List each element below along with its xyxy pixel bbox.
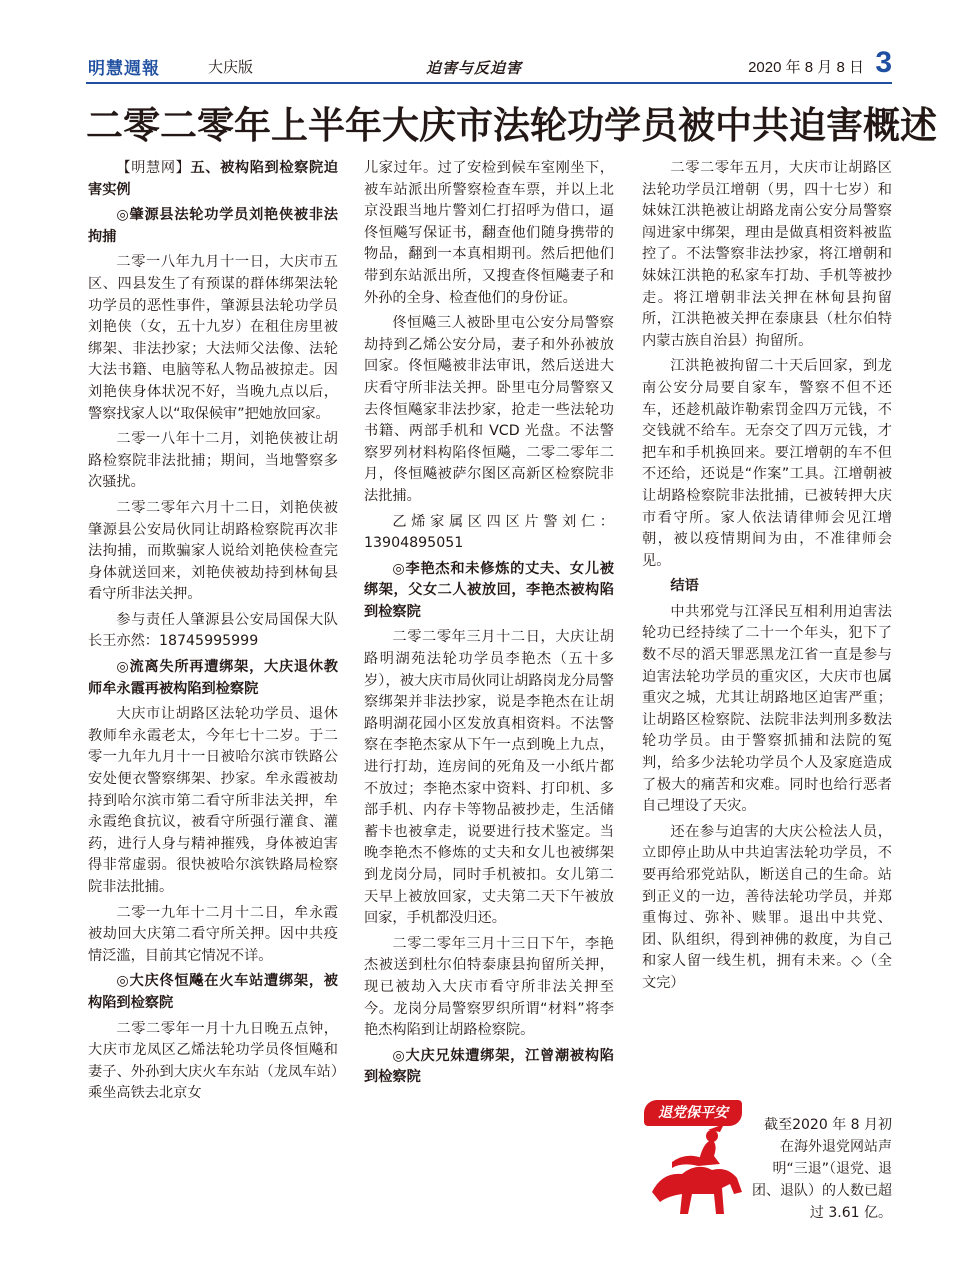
header-rule xyxy=(86,82,892,84)
subheading: ◎大庆佟恒飚在火车站遭绑架，被构陷到检察院 xyxy=(88,973,338,1011)
paragraph: 二零二零年一月十九日晚五点钟，大庆市龙凤区乙烯法轮功学员佟恒飚和妻子、外孙到大庆火车东站（龙凤车站）乘坐高铁去北京女 xyxy=(88,1020,338,1102)
paragraph: 二零一九年十二月十二日，牟永霞被劫回大庆第二看守所关押。因中共疫情泛滥，目前其它情况不详。 xyxy=(88,904,338,964)
subheading: ◎肇源县法轮功学员刘艳侠被非法拘捕 xyxy=(88,207,338,245)
page-headline: 二零二零年上半年大庆市法轮功学员被中共迫害概述 xyxy=(86,104,937,147)
subheading: 结语 xyxy=(670,578,699,595)
paragraph: 二零二零年三月十二日，大庆让胡路明湖苑法轮功学员李艳杰（五十多岁），被大庆市局伙同让胡路岗龙分局警察绑架并非法抄家，说是李艳杰在让胡路明湖花园小区发放真相资料。不法警察在李艳杰家从下午一点到晚上九点，进行打劫，连房间的死角及一小纸片都不放过；李艳杰家中资料、打印机、多部手机、内存卡等物品被抄走，生活储蓄卡也被拿走，说要进行技术鉴定。当晚李艳杰不修炼的丈夫和女儿也被绑架到龙岗分局，同时手机被扣。女儿第二天早上被放回家，丈夫第二天下午被放回家，手机都没归还。 xyxy=(364,629,614,927)
subheading: ◎流离失所再遭绑架，大庆退休教师牟永霞再被构陷到检察院 xyxy=(88,659,338,697)
subheading: ◎大庆兄妹遭绑架，江曾潮被构陷到检察院 xyxy=(364,1047,614,1086)
promo-badge: 退党保平安 xyxy=(644,1100,742,1126)
paragraph: 还在参与迫害的大庆公检法人员，立即停止助从中共迫害法轮功学员，不要再给邪党站队，断送自己的生命。站到正义的一边，善待法轮功学员，并郑重悔过、弥补、赎罪。退出中共党、团、队组织，得到神佛的救度，为自己和家人留一线生机，拥有未来。◇（全文完） xyxy=(642,823,892,991)
issue-date: 2020 年 8 月 8 日 xyxy=(748,59,864,76)
paragraph-continued: 儿家过年。过了安检到候车室刚坐下，被车站派出所警察检查车票，并以上北京没跟当地片警刘仁打招呼为借口，逼佟恒飚写保证书，翻查他们随身携带的物品，翻到一本真相期刊。然后把他们带到东站派出所，又搜查佟恒飚妻子和外孙的全身、检查他们的身份证。 xyxy=(364,160,614,306)
paragraph: 二零二零年五月，大庆市让胡路区法轮功学员江增朝（男，四十七岁）和妹妹江洪艳被让胡路龙南公安分局警察闯进家中绑架，理由是做真相资料被监控了。不法警察非法抄家，将江增朝和妹妹江洪艳的私家车打劫、手机等被抄走。将江增朝非法关押在林甸县拘留所，江洪艳被关押在泰康县（杜尔伯特内蒙古族自治县）拘留所。 xyxy=(642,160,892,349)
section-heading: 五、被构陷到检察院迫害实例 xyxy=(88,160,338,198)
subheading: ◎李艳杰和未修炼的丈夫、女儿被绑架，父女二人被放回，李艳杰被构陷到检察院 xyxy=(364,560,614,620)
edition-label: 大庆版 xyxy=(208,58,254,76)
horse-rider-icon xyxy=(642,1122,766,1222)
paragraph: 二零二零年六月十二日，刘艳侠被肇源县公安局伙同让胡路检察院再次非法拘捕，而欺骗家人说给刘艳侠检查完身体就送回来，刘艳侠被劫持到林甸县看守所非法关押。 xyxy=(88,499,338,603)
quit-party-promo xyxy=(640,1100,892,1220)
promo-text: 截至2020 年 8 月初在海外退党网站声明“三退”（退党、退团、退队）的人数已超过 3.61 亿。 xyxy=(752,1117,892,1221)
article-column-1 xyxy=(88,158,338,1109)
paragraph: 江洪艳被拘留二十天后回家，到龙南公安分局要自家车，警察不但不还车，还趁机敲诈勒索罚金四万元钱，不交钱就不给车。无奈交了四万元钱，才把车和手机换回来。要江增朝的车不但不还给，还说是“作案”工具。江增朝被让胡路检察院非法批捕，已被转押大庆市看守所。家人依法请律师会见江增朝，被以疫情期间为由，不准律师会见。 xyxy=(642,358,892,569)
source-tag: 【明慧网】 xyxy=(116,160,191,176)
paragraph: 乙烯家属区四区片警刘仁：13904895051 xyxy=(364,513,614,552)
masthead: 明慧週報 xyxy=(88,59,160,79)
paragraph: 参与责任人肇源县公安局国保大队长王亦然：18745995999 xyxy=(88,611,338,650)
article-column-3 xyxy=(642,158,892,999)
page-number: 3 xyxy=(875,46,892,79)
section-title: 迫害与反迫害 xyxy=(426,59,523,77)
paragraph: 大庆市让胡路区法轮功学员、退休教师牟永霞老太，今年七十二岁。于二零一九年九月十一日被哈尔滨市铁路公安处便衣警察绑架、抄家。牟永霞被劫持到哈尔滨市第二看守所非法关押，牟永霞绝食抗议，被看守所强行灌食、灌药，进行人身与精神摧残，身体被迫害得非常虚弱。很快被哈尔滨铁路局检察院非法批捕。 xyxy=(88,706,338,895)
paragraph: 二零一八年九月十一日，大庆市五区、四县发生了有预谋的群体绑架法轮功学员的恶性事件，肇源县法轮功学员刘艳侠（女，五十九岁）在租住房里被绑架、非法抄家；大法师父法像、法轮大法书籍、电脑等私人物品被掠走。因刘艳侠身体状况不好，当晚九点以后，警察找家人以“取保候审”把她放回家。 xyxy=(88,254,338,422)
paragraph: 中共邪党与江泽民互相利用迫害法轮功已经持续了二十一个年头，犯下了数不尽的滔天罪恶黑龙江省一直是参与迫害法轮功学员的重灾区，大庆市也属重灾之城，尤其让胡路地区迫害严重；让胡路区检察院、法院非法判刑多数法轮功学员。由于警察抓捕和法院的冤判，给多少法轮功学员个人及家庭造成了极大的痛苦和灾难。同时也给行恶者自己埋设了天灾。 xyxy=(642,603,892,815)
article-lead xyxy=(88,158,338,201)
article-column-2 xyxy=(364,158,614,1093)
page-header xyxy=(86,46,892,84)
paragraph: 佟恒飚三人被卧里屯公安分局警察劫持到乙烯公安分局，妻子和外孙被放回家。佟恒飚被非法审讯，然后送进大庆看守所非法关押。卧里屯分局警察又去佟恒飚家非法抄家，抢走一些法轮功书籍、两部手机和 VCD 光盘。不法警察罗列材料构陷佟恒飚，二零二零年二月，佟恒飚被萨尔图区高新区检察院非法批捕。 xyxy=(364,315,614,504)
paragraph: 二零一八年十二月，刘艳侠被让胡路检察院非法批捕；期间，当地警察多次骚扰。 xyxy=(88,431,338,491)
paragraph: 二零二零年三月十三日下午，李艳杰被送到杜尔伯特泰康县拘留所关押，现已被劫入大庆市看守所非法关押至今。龙岗分局警察罗织所谓“材料”将李艳杰构陷到让胡路检察院。 xyxy=(364,935,614,1039)
